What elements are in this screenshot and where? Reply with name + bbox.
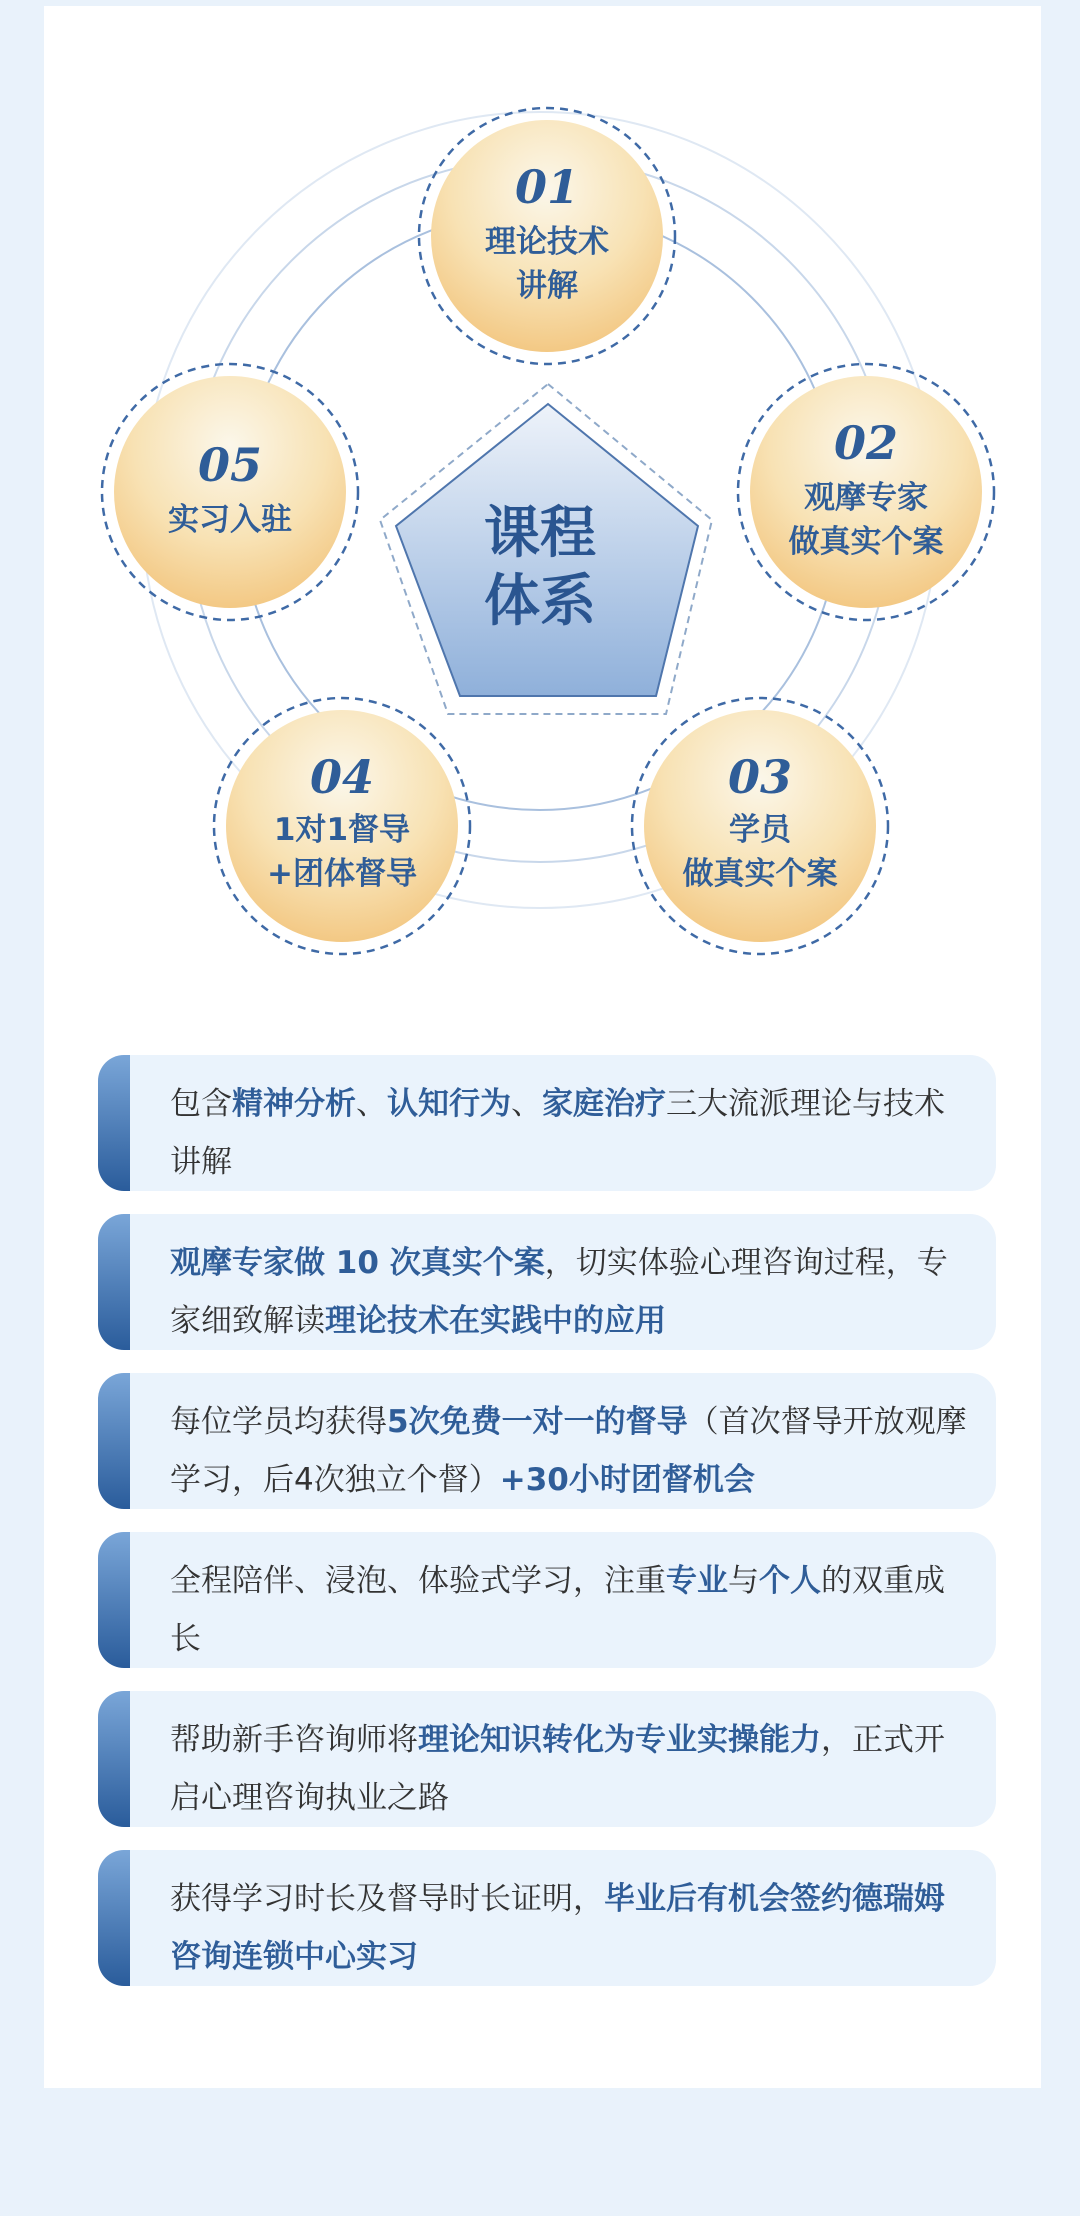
node-04-line1: 1对1督导 xyxy=(273,812,411,848)
feature-item-3 xyxy=(98,1373,996,1509)
center-title-line2: 体系 xyxy=(484,569,596,634)
node-03-line2: 做真实个案 xyxy=(682,856,838,892)
node-04-line2: +团体督导 xyxy=(267,856,417,892)
node-02-label xyxy=(746,476,986,564)
node-05-line1: 实习入驻 xyxy=(168,502,292,538)
center-title xyxy=(440,500,640,636)
feature-text-1 xyxy=(170,1075,972,1191)
highlight-text: 家庭治疗 xyxy=(542,1086,666,1122)
center-title-line1: 课程 xyxy=(484,501,596,566)
course-system-diagram xyxy=(0,0,1080,1000)
feature-accent-bar xyxy=(98,1055,130,1191)
body-text: 获得学习时长及督导时长证明， xyxy=(170,1881,604,1917)
feature-accent-bar xyxy=(98,1373,130,1509)
feature-item-4 xyxy=(98,1532,996,1668)
feature-text-3 xyxy=(170,1393,972,1509)
feature-accent-bar xyxy=(98,1214,130,1350)
feature-text-4 xyxy=(170,1552,972,1668)
node-03-label xyxy=(640,808,880,896)
body-text: 包含 xyxy=(170,1086,232,1122)
node-04-number: 04 xyxy=(309,750,374,804)
highlight-text: 专业 xyxy=(666,1563,728,1599)
body-text: 与 xyxy=(728,1563,759,1599)
body-text: 每位学员均获得 xyxy=(170,1404,387,1440)
node-03-line1: 学员 xyxy=(729,812,791,848)
node-05-number: 05 xyxy=(197,438,262,492)
node-02-line2: 做真实个案 xyxy=(788,524,944,560)
body-text: 帮助新手咨询师将 xyxy=(170,1722,418,1758)
highlight-text: 个人 xyxy=(759,1563,821,1599)
body-text: 全程陪伴、浸泡、体验式学习，注重 xyxy=(170,1563,666,1599)
feature-item-1 xyxy=(98,1055,996,1191)
feature-text-2 xyxy=(170,1234,972,1350)
highlight-text: +30小时团督机会 xyxy=(499,1462,755,1498)
feature-accent-bar xyxy=(98,1691,130,1827)
node-01-number: 01 xyxy=(514,160,579,214)
body-text: ，正式开启心理咨询执业之路 xyxy=(170,1722,945,1816)
highlight-text: 观摩专家做 10 次真实个案 xyxy=(170,1245,545,1281)
feature-item-6 xyxy=(98,1850,996,1986)
node-01-line1: 理论技术 xyxy=(485,224,609,260)
highlight-text: 认知行为 xyxy=(387,1086,511,1122)
node-02-number: 02 xyxy=(833,416,898,470)
node-05 xyxy=(102,364,358,620)
node-02-line1: 观摩专家 xyxy=(804,480,928,516)
feature-item-2 xyxy=(98,1214,996,1350)
node-04-label xyxy=(222,808,462,896)
feature-text-6 xyxy=(170,1870,972,1986)
body-text: 三大流派理论与技术讲解 xyxy=(170,1086,945,1180)
highlight-text: 精神分析 xyxy=(232,1086,356,1122)
highlight-text: 毕业后有机会签约德瑞姆咨询连锁中心实习 xyxy=(170,1881,945,1975)
node-01-line2: 讲解 xyxy=(516,268,578,304)
feature-accent-bar xyxy=(98,1850,130,1986)
highlight-text: 5次免费一对一的督导 xyxy=(387,1404,688,1440)
highlight-text: 理论知识转化为专业实操能力 xyxy=(418,1722,821,1758)
feature-text-5 xyxy=(170,1711,972,1827)
feature-item-5 xyxy=(98,1691,996,1827)
body-text: ，切实体验心理咨询过程，专家细致解读 xyxy=(170,1245,948,1339)
feature-accent-bar xyxy=(98,1532,130,1668)
node-01-label xyxy=(427,220,667,308)
body-text: 的双重成长 xyxy=(170,1563,945,1657)
node-03-number: 03 xyxy=(727,750,792,804)
body-text: 、 xyxy=(511,1086,542,1122)
body-text: 、 xyxy=(356,1086,387,1122)
node-05-label xyxy=(110,498,350,542)
body-text: （首次督导开放观摩学习，后4次独立个督） xyxy=(170,1404,967,1498)
highlight-text: 理论技术在实践中的应用 xyxy=(325,1303,666,1339)
